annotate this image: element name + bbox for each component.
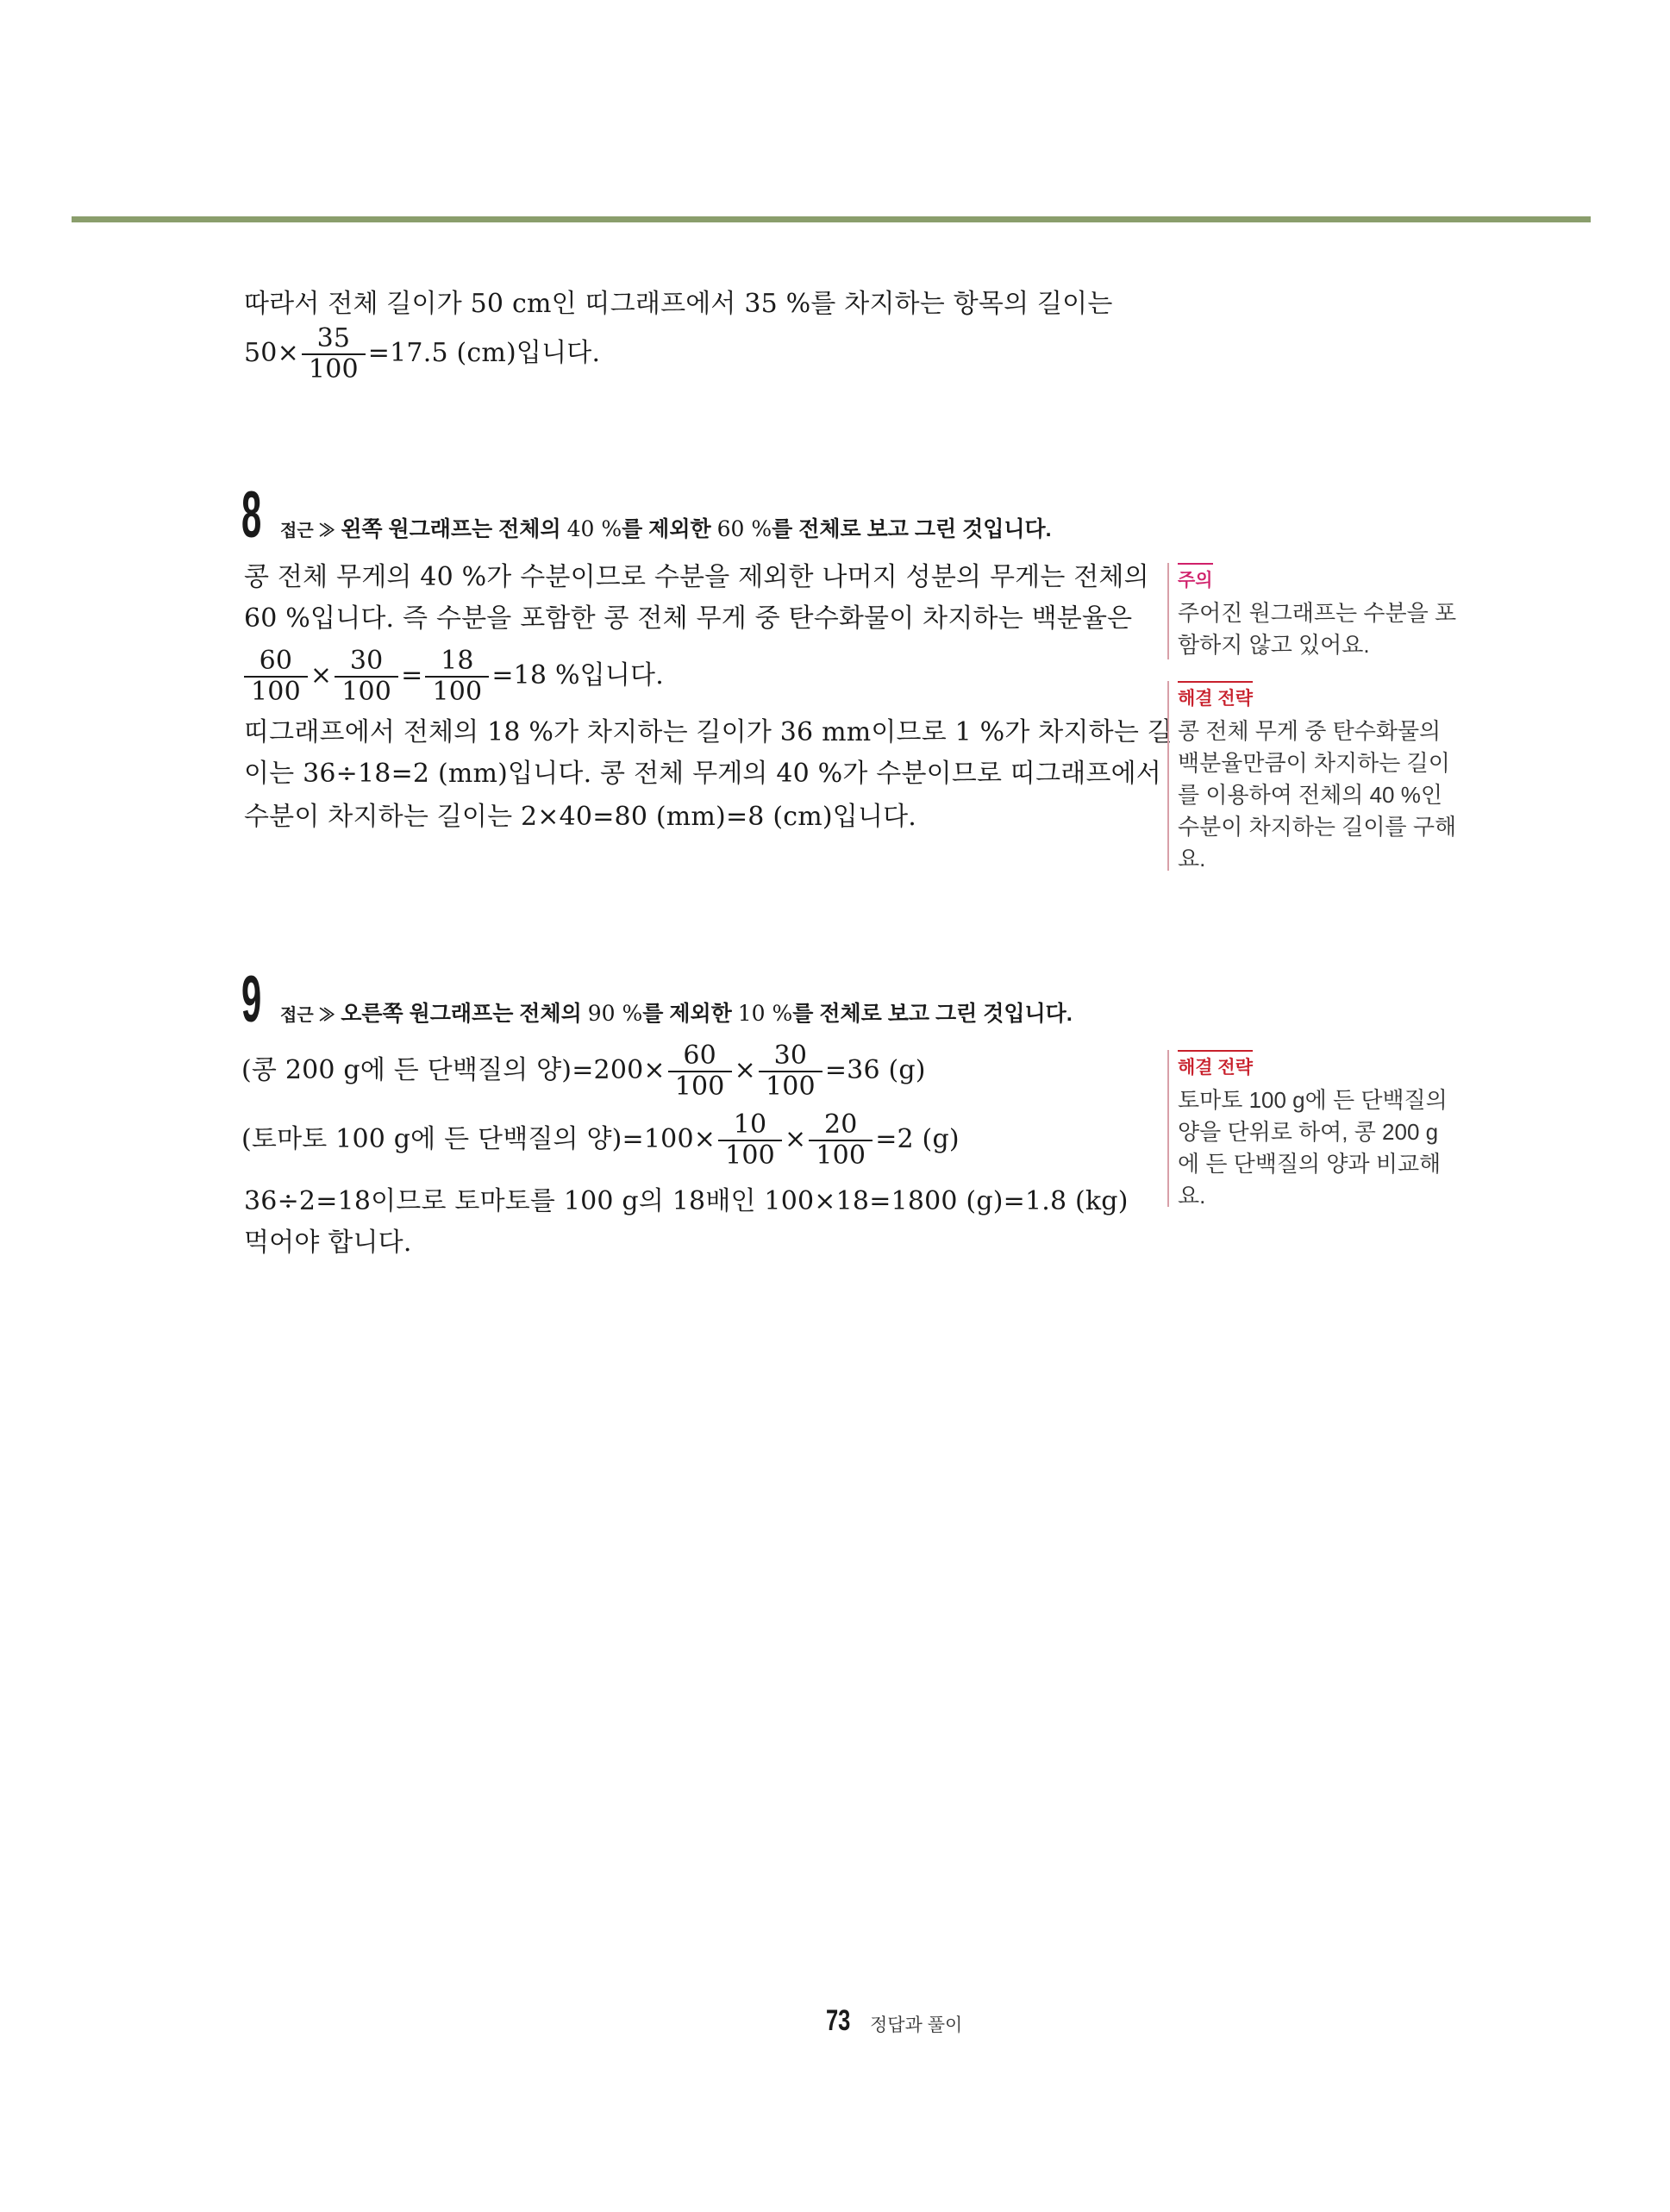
numerator: 60 [259,646,293,676]
strategy-label: 해결 전략 [1178,1050,1253,1079]
p9-line-4: 먹어야 합니다. [244,1228,412,1258]
p8-line-2: 60 %입니다. 즉 수분을 포함한 콩 전체 무게 중 탄수화물이 차지하는 백분율은 [244,603,1133,634]
p9-line-2 [241,1109,960,1171]
intro-line-1: 따라서 전체 길이가 50 cm인 띠그래프에서 35 %를 차지하는 항목의 길이는 [244,289,1113,319]
numerator: 20 [823,1109,858,1140]
heading-part: 를 전체로 보고 그린 것입니다. [772,517,1052,541]
denominator: 100 [816,1140,866,1171]
intro-expr-pre: 50× [244,338,299,368]
strategy-line: 요. [1178,1183,1206,1209]
strategy-line: 에 든 단백질의 양과 비교해 [1178,1151,1442,1177]
heading-number: 90 % [587,1001,643,1026]
denominator: 100 [432,677,483,707]
fraction [335,648,398,705]
p9-line-3: 36÷2=18이므로 토마토를 100 g의 18배인 100×18=1800 (g)=1.8 (kg) [244,1186,1129,1216]
numerator: 60 [683,1040,716,1071]
fraction [809,1109,873,1171]
denominator: 100 [308,354,359,384]
caution-line: 함하지 않고 있어요. [1178,632,1370,658]
expr-pre: (토마토 100 g에 든 단백질의 양)=100× [241,1124,716,1154]
heading-number: 40 % [566,516,622,541]
denominator: 100 [765,1072,816,1102]
strategy-label: 해결 전략 [1178,681,1253,710]
problem-9-heading [280,997,1073,1028]
numerator: 30 [773,1040,808,1071]
p9-line-1 [241,1040,926,1102]
expr-post: =36 (g) [824,1055,926,1085]
numerator: 35 [316,323,351,353]
fraction [302,323,366,384]
denominator: 100 [725,1140,775,1171]
numerator: 30 [349,646,384,676]
intro-line-2 [244,323,601,384]
strategy-line: 콩 전체 무게 중 탄수화물의 [1178,718,1442,744]
operator: × [784,1124,807,1154]
p8-line-4: 띠그래프에서 전체의 18 %가 차지하는 길이가 36 mm이므로 1 %가 차지하는 길 [244,717,1173,747]
sidebar-strategy-8 [1167,681,1456,871]
operator: = [401,660,423,690]
strategy-line: 토마토 100 g에 든 단백질의 [1178,1087,1448,1113]
denominator: 100 [674,1072,725,1102]
problem-number-8: 8 [241,478,262,552]
sidebar-strategy-9 [1167,1050,1448,1207]
operator: × [310,660,333,690]
problem-8-heading [280,512,1052,543]
p8-line-5: 이는 36÷18=2 (mm)입니다. 콩 전체 무게의 40 %가 수분이므로 띠그래프에서 [244,759,1161,789]
p8-line-3 [241,648,664,705]
expr-post: =2 (g) [875,1124,960,1154]
heading-part: 를 제외한 [622,517,711,541]
heading-part: 를 제외한 [642,1002,732,1026]
caution-line: 주어진 원그래프는 수분을 포 [1178,600,1457,626]
heading-part: 를 전체로 보고 그린 것입니다. [792,1002,1073,1026]
fraction [668,1040,732,1102]
strategy-line: 백분율만큼이 차지하는 길이 [1178,750,1450,776]
strategy-line: 요. [1178,846,1206,872]
top-rule [72,216,1591,222]
denominator: 100 [251,677,301,707]
expr-pre: (콩 200 g에 든 단백질의 양)=200× [241,1055,666,1085]
expr-post: =18 %입니다. [491,660,664,690]
heading-part: 왼쪽 원그래프는 전체의 [341,517,561,541]
fraction [244,648,308,705]
footer-label: 정답과 풀이 [870,2015,963,2035]
numerator: 10 [733,1109,767,1140]
approach-tag: 접근 ≫ [280,522,336,541]
operator: × [734,1055,756,1085]
strategy-line: 양을 단위로 하여, 콩 200 g [1178,1119,1439,1145]
strategy-line: 수분이 차지하는 길이를 구해 [1178,814,1457,840]
fraction [718,1109,782,1171]
p8-line-1: 콩 전체 무게의 40 %가 수분이므로 수분을 제외한 나머지 성분의 무게는 전체의 [244,562,1149,592]
numerator: 18 [441,646,474,676]
caution-label: 주의 [1178,563,1213,592]
intro-expr-post: =17.5 (cm)입니다. [367,338,601,368]
page-number: 73 [826,2004,851,2037]
heading-part: 오른쪽 원그래프는 전체의 [341,1002,582,1026]
p8-line-6: 수분이 차지하는 길이는 2×40=80 (mm)=8 (cm)입니다. [244,802,917,832]
heading-number: 60 % [716,516,772,541]
approach-tag: 접근 ≫ [280,1006,336,1025]
denominator: 100 [341,677,392,707]
strategy-line: 를 이용하여 전체의 40 %인 [1178,782,1442,808]
sidebar-caution [1167,563,1456,659]
fraction [425,648,489,705]
heading-number: 10 % [737,1001,793,1026]
problem-number-9: 9 [241,963,262,1036]
fraction [759,1040,822,1102]
